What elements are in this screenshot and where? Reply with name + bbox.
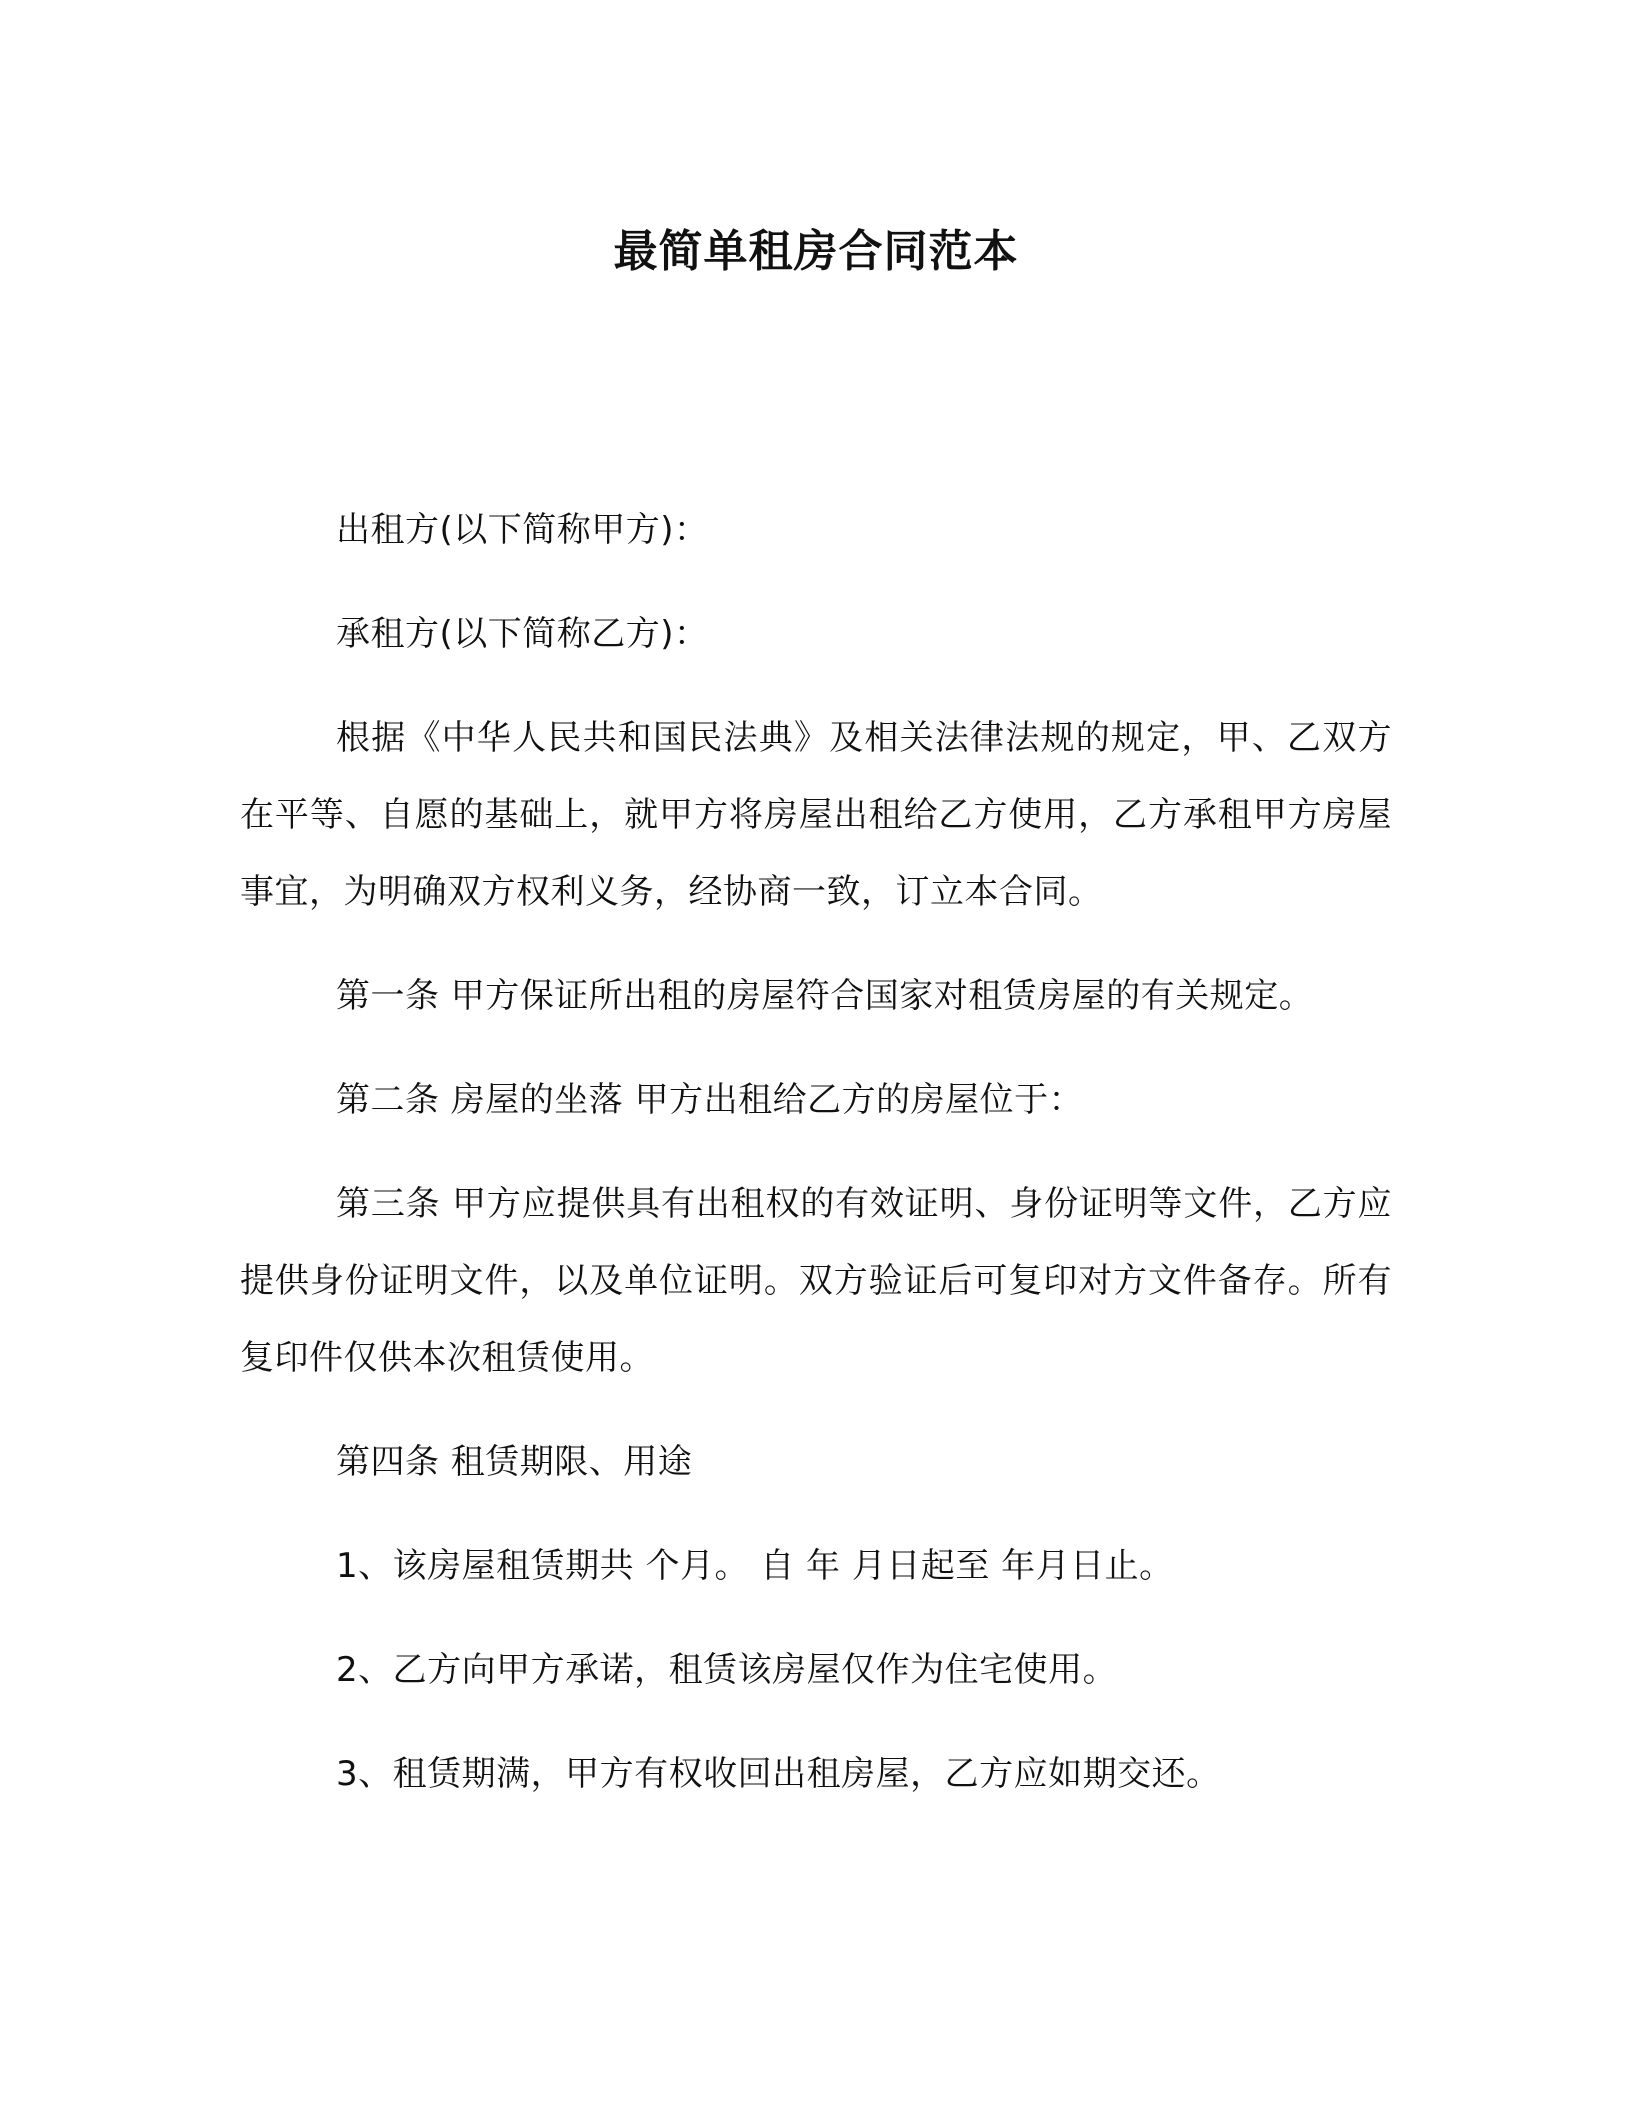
paragraph-article-3: 第三条 甲方应提供具有出租权的有效证明、身份证明等文件，乙方应提供身份证明文件，以及单位证明。双方验证后可复印对方文件备存。所有复印件仅供本次租赁使用。 <box>240 1184 1392 1378</box>
paragraph-article-1: 第一条 甲方保证所出租的房屋符合国家对租赁房屋的有关规定。 <box>336 976 1314 1016</box>
paragraph-lessee: 承租方(以下简称乙方)： <box>336 614 709 654</box>
paragraph-item-1: 1、该房屋租赁期共 个月。 自 年 月日起至 年月日止。 <box>336 1546 1174 1586</box>
paragraph-item-2: 2、乙方向甲方承诺，租赁该房屋仅作为住宅使用。 <box>336 1650 1118 1690</box>
paragraph-article-4: 第四条 租赁期限、用途 <box>336 1442 693 1482</box>
document-title: 最简单租房合同范本 <box>613 226 1019 277</box>
paragraph-preamble: 根据《中华人民共和国民法典》及相关法律法规的规定，甲、乙双方在平等、自愿的基础上，就甲方将房屋出租给乙方使用，乙方承租甲方房屋事宜，为明确双方权利义务，经协商一致，订立本合同。 <box>240 718 1392 912</box>
document-body <box>240 492 1392 1840</box>
paragraph-lessor: 出租方(以下简称甲方)： <box>336 510 709 550</box>
paragraph-item-3: 3、租赁期满，甲方有权收回出租房屋，乙方应如期交还。 <box>336 1754 1221 1794</box>
paragraph-article-2: 第二条 房屋的坐落 甲方出租给乙方的房屋位于： <box>336 1080 1084 1120</box>
